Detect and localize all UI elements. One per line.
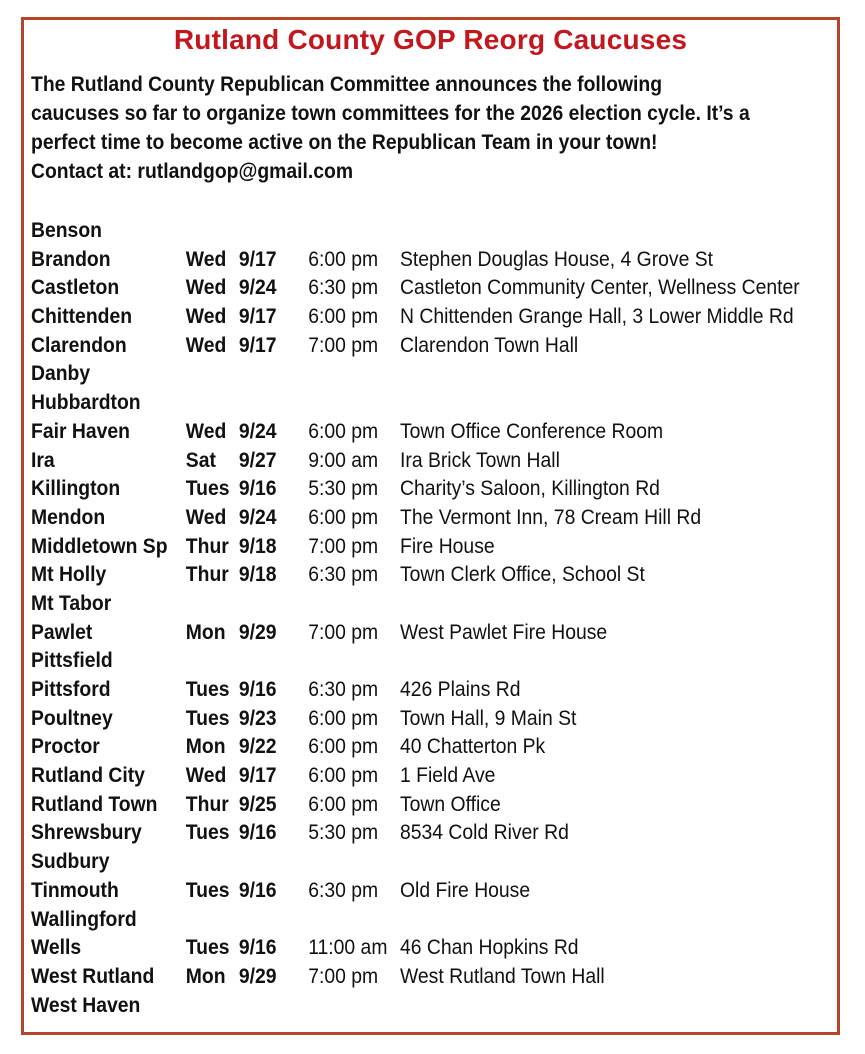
caucus-row: [31, 704, 805, 733]
caucus-day: Tues: [185, 935, 230, 960]
caucus-day: Thur: [185, 533, 229, 558]
caucus-row: [31, 933, 805, 962]
caucus-town: Wallingford: [31, 906, 137, 931]
caucus-row: [31, 216, 805, 245]
caucus-row: [31, 532, 805, 561]
caucus-date: 9/18: [238, 562, 277, 587]
flyer-frame: [21, 17, 840, 1035]
caucus-date: 9/17: [238, 763, 277, 788]
caucus-town: Rutland City: [31, 763, 145, 788]
caucus-date: 9/27: [238, 447, 277, 472]
caucus-row: [31, 646, 805, 675]
caucus-town: Clarendon: [31, 332, 127, 357]
caucus-date: 9/16: [238, 677, 277, 701]
caucus-row: [31, 962, 805, 991]
caucus-date: 9/16: [238, 476, 277, 501]
caucus-town: Wells: [31, 935, 82, 960]
caucus-day: Tues: [185, 877, 230, 902]
caucus-row: [31, 818, 805, 847]
caucus-time: 6:30 pm: [308, 877, 379, 902]
caucus-row: [31, 331, 805, 360]
caucus-town: Killington: [31, 476, 121, 501]
caucus-date: 9/22: [238, 734, 277, 759]
caucus-town: Mt Tabor: [31, 590, 112, 615]
caucus-day: Wed: [185, 418, 227, 443]
caucus-time: 7:00 pm: [308, 619, 379, 644]
caucus-date: 9/23: [238, 705, 277, 730]
caucus-row: [31, 847, 805, 876]
intro-paragraph: The Rutland County Republican Committee announces the following caucuses so far to organize town committees for the 2026 election cycle. It’s a perfect time to become active on the Republican Team in your town!: [31, 72, 750, 154]
caucus-town: West Haven: [31, 992, 141, 1017]
caucus-place: Town Clerk Office, School St: [400, 562, 645, 587]
caucus-time: 6:00 pm: [308, 304, 379, 329]
caucus-time: 7:00 pm: [308, 533, 379, 558]
caucus-day: Thur: [185, 791, 229, 816]
contact-line: Contact at: rutlandgop@gmail.com: [31, 159, 354, 183]
caucus-time: 5:30 pm: [308, 476, 379, 501]
caucus-day: Wed: [185, 275, 227, 300]
caucus-row: [31, 446, 805, 475]
caucus-time: 11:00 am: [308, 935, 388, 960]
caucus-row: [31, 302, 805, 331]
caucus-row: [31, 618, 805, 647]
caucus-time: 7:00 pm: [308, 963, 379, 988]
caucus-town: West Rutland: [31, 963, 155, 988]
caucus-place: Fire House: [400, 533, 495, 558]
caucus-place: Town Office Conference Room: [400, 418, 664, 443]
caucus-date: 9/29: [238, 963, 277, 988]
caucus-place: Castleton Community Center, Wellness Center: [400, 275, 800, 300]
caucus-day: Mon: [185, 963, 226, 988]
caucus-place: 8534 Cold River Rd: [400, 820, 569, 845]
caucus-row: [31, 732, 805, 761]
caucus-day: Tues: [185, 820, 230, 845]
caucus-place: Stephen Douglas House, 4 Grove St: [400, 246, 714, 271]
caucus-day: Wed: [185, 246, 227, 271]
caucus-time: 6:00 pm: [308, 418, 379, 443]
caucus-time: 6:00 pm: [308, 734, 379, 759]
caucus-place: West Rutland Town Hall: [400, 963, 605, 988]
caucus-time: 6:00 pm: [308, 705, 379, 730]
caucus-place: West Pawlet Fire House: [400, 619, 608, 644]
caucus-row: [31, 417, 805, 446]
caucus-place: Clarendon Town Hall: [400, 332, 579, 357]
caucus-row: [31, 761, 805, 790]
caucus-town: Fair Haven: [31, 418, 130, 443]
caucus-day: Wed: [185, 763, 227, 788]
caucus-place: The Vermont Inn, 78 Cream Hill Rd: [400, 504, 702, 529]
caucus-town: Proctor: [31, 734, 100, 759]
caucus-town: Brandon: [31, 246, 111, 271]
caucus-town: Poultney: [31, 705, 113, 730]
caucus-day: Thur: [185, 562, 229, 587]
caucus-town: Chittenden: [31, 304, 133, 329]
caucus-place: Charity’s Saloon, Killington Rd: [400, 476, 660, 501]
caucus-town: Benson: [31, 218, 102, 242]
caucus-place: 46 Chan Hopkins Rd: [400, 935, 579, 960]
caucus-row: [31, 388, 805, 417]
caucus-date: 9/17: [238, 332, 277, 357]
caucus-time: 6:00 pm: [308, 763, 379, 788]
caucus-time: 6:30 pm: [308, 562, 379, 587]
caucus-place: Town Hall, 9 Main St: [400, 705, 577, 730]
caucus-row: [31, 245, 805, 274]
caucus-town: Mendon: [31, 504, 106, 529]
caucus-town: Danby: [31, 361, 91, 386]
caucus-time: 6:00 pm: [308, 246, 379, 271]
caucus-row: [31, 560, 805, 589]
caucus-town: Rutland Town: [31, 791, 158, 816]
caucus-place: 1 Field Ave: [400, 763, 496, 788]
caucus-town: Middletown Sp: [31, 533, 168, 558]
caucus-day: Tues: [185, 705, 230, 730]
caucus-row: [31, 905, 805, 934]
caucus-day: Tues: [185, 677, 230, 701]
caucus-town: Pittsford: [31, 677, 111, 701]
caucus-town: Mt Holly: [31, 562, 107, 587]
caucus-row: [31, 876, 805, 905]
caucus-place: Town Office: [400, 791, 501, 816]
caucus-date: 9/18: [238, 533, 277, 558]
caucus-time: 5:30 pm: [308, 820, 379, 845]
caucus-town: Hubbardton: [31, 390, 141, 415]
caucus-row: [31, 503, 805, 532]
intro-block: [31, 70, 751, 186]
caucus-date: 9/29: [238, 619, 277, 644]
caucus-town: Tinmouth: [31, 877, 119, 902]
caucus-row: [31, 991, 805, 1020]
caucus-date: 9/24: [238, 504, 277, 529]
caucus-date: 9/17: [238, 304, 277, 329]
caucus-place: 426 Plains Rd: [400, 677, 521, 701]
caucus-date: 9/24: [238, 275, 277, 300]
caucus-time: 9:00 am: [308, 447, 379, 472]
caucus-date: 9/17: [238, 246, 277, 271]
caucus-day: Sat: [185, 447, 216, 472]
caucus-date: 9/24: [238, 418, 277, 443]
caucus-town: Pawlet: [31, 619, 93, 644]
caucus-day: Wed: [185, 332, 227, 357]
caucus-day: Tues: [185, 476, 230, 501]
caucus-time: 7:00 pm: [308, 332, 379, 357]
caucus-town: Pittsfield: [31, 648, 113, 673]
caucus-place: 40 Chatterton Pk: [400, 734, 546, 759]
caucus-date: 9/16: [238, 820, 277, 845]
caucus-row: [31, 273, 805, 302]
caucus-row: [31, 790, 805, 819]
page-title: Rutland County GOP Reorg Caucuses: [173, 24, 688, 55]
caucus-day: Mon: [185, 619, 226, 644]
caucus-row: [31, 474, 805, 503]
caucus-time: 6:30 pm: [308, 677, 379, 701]
caucus-day: Wed: [185, 304, 227, 329]
caucus-row: [31, 675, 805, 704]
caucus-list: [31, 216, 805, 1019]
caucus-row: [31, 359, 805, 388]
caucus-place: N Chittenden Grange Hall, 3 Lower Middle Rd: [400, 304, 794, 329]
caucus-time: 6:30 pm: [308, 275, 379, 300]
caucus-town: Castleton: [31, 275, 120, 300]
caucus-town: Shrewsbury: [31, 820, 142, 845]
caucus-day: Mon: [185, 734, 226, 759]
caucus-date: 9/25: [238, 791, 277, 816]
caucus-place: Old Fire House: [400, 877, 531, 902]
caucus-date: 9/16: [238, 877, 277, 902]
caucus-day: Wed: [185, 504, 227, 529]
caucus-town: Sudbury: [31, 849, 110, 874]
caucus-time: 6:00 pm: [308, 504, 379, 529]
caucus-place: Ira Brick Town Hall: [400, 447, 560, 472]
caucus-time: 6:00 pm: [308, 791, 379, 816]
caucus-date: 9/16: [238, 935, 277, 960]
caucus-row: [31, 589, 805, 618]
caucus-town: Ira: [31, 447, 55, 472]
